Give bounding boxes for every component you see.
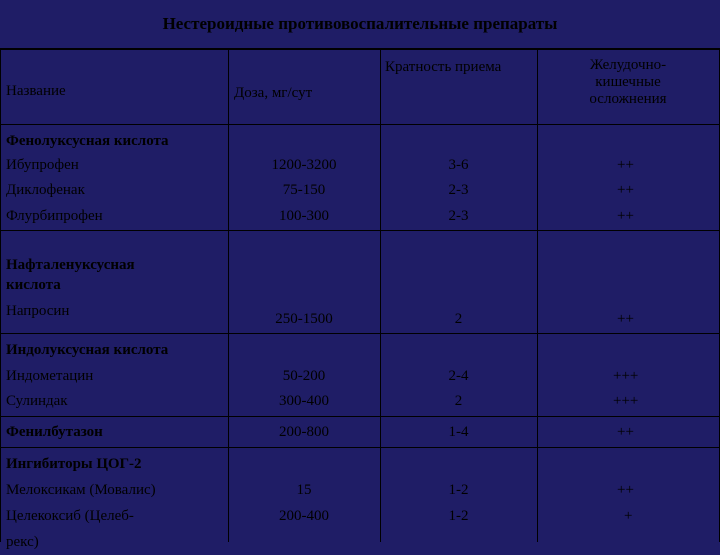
- title-bar: [0, 0, 720, 48]
- drug-frequency: 2-3: [448, 208, 469, 224]
- drug-table: [0, 48, 720, 550]
- drug-dose: 1200-3200: [271, 157, 337, 173]
- header-gi-complications: [538, 57, 718, 108]
- group-title: Нафталенуксусная: [6, 257, 135, 273]
- row-divider: [0, 333, 720, 334]
- drug-frequency: 2: [454, 393, 463, 409]
- drug-name: Диклофенак: [6, 182, 85, 198]
- header-gi-line2: кишечные: [595, 74, 661, 90]
- header-frequency: Кратность приема: [385, 59, 502, 75]
- drug-gi: +: [624, 508, 633, 524]
- drug-name: Ибупрофен: [6, 157, 79, 173]
- drug-name: Напросин: [6, 303, 70, 319]
- drug-gi: ++: [617, 157, 634, 173]
- drug-name: Флурбипрофен: [6, 208, 103, 224]
- drug-dose: 75-150: [282, 182, 326, 198]
- drug-gi: ++: [617, 182, 634, 198]
- drug-dose: 200-400: [279, 508, 329, 524]
- row-divider: [0, 124, 720, 125]
- drug-gi: ++: [617, 208, 634, 224]
- drug-dose: 15: [296, 482, 312, 498]
- drug-name: Целекоксиб (Целеб-: [6, 508, 134, 524]
- header-name: Название: [6, 83, 66, 99]
- drug-dose: 300-400: [279, 393, 329, 409]
- drug-frequency: 2-4: [448, 368, 469, 384]
- group-title: Индолуксусная кислота: [6, 342, 169, 358]
- drug-gi: ++: [617, 482, 634, 498]
- group-title-continued: кислота: [6, 277, 61, 293]
- drug-dose: 250-1500: [275, 311, 333, 327]
- drug-frequency: 2: [454, 311, 463, 327]
- group-title: Фенолуксусная кислота: [6, 133, 169, 149]
- drug-dose: 100-300: [279, 208, 329, 224]
- drug-frequency: 1-2: [448, 508, 469, 524]
- drug-gi: +++: [613, 393, 639, 409]
- header-gi-line3: осложнения: [589, 91, 667, 107]
- drug-dose: 200-800: [279, 424, 329, 440]
- row-divider: [0, 447, 720, 448]
- drug-frequency: 1-2: [448, 482, 469, 498]
- drug-name: Индометацин: [6, 368, 94, 384]
- group-title: Фенилбутазон: [6, 424, 103, 440]
- drug-name: Сулиндак: [6, 393, 68, 409]
- drug-name-continued: рекс): [6, 534, 39, 550]
- header-dose: Доза, мг/сут: [234, 85, 313, 101]
- drug-frequency: 1-4: [448, 424, 469, 440]
- drug-gi: ++: [617, 424, 634, 440]
- drug-frequency: 2-3: [448, 182, 469, 198]
- drug-gi: ++: [617, 311, 634, 327]
- drug-dose: 50-200: [282, 368, 326, 384]
- drug-frequency: 3-6: [448, 157, 469, 173]
- drug-gi: +++: [613, 368, 639, 384]
- header-gi-line1: Желудочно-: [589, 57, 667, 73]
- page-title: Нестероидные противовоспалительные препараты: [162, 14, 558, 33]
- group-title: Ингибиторы ЦОГ-2: [6, 456, 142, 472]
- drug-name: Мелоксикам (Мовалис): [6, 482, 156, 498]
- row-divider: [0, 416, 720, 417]
- row-divider: [0, 230, 720, 231]
